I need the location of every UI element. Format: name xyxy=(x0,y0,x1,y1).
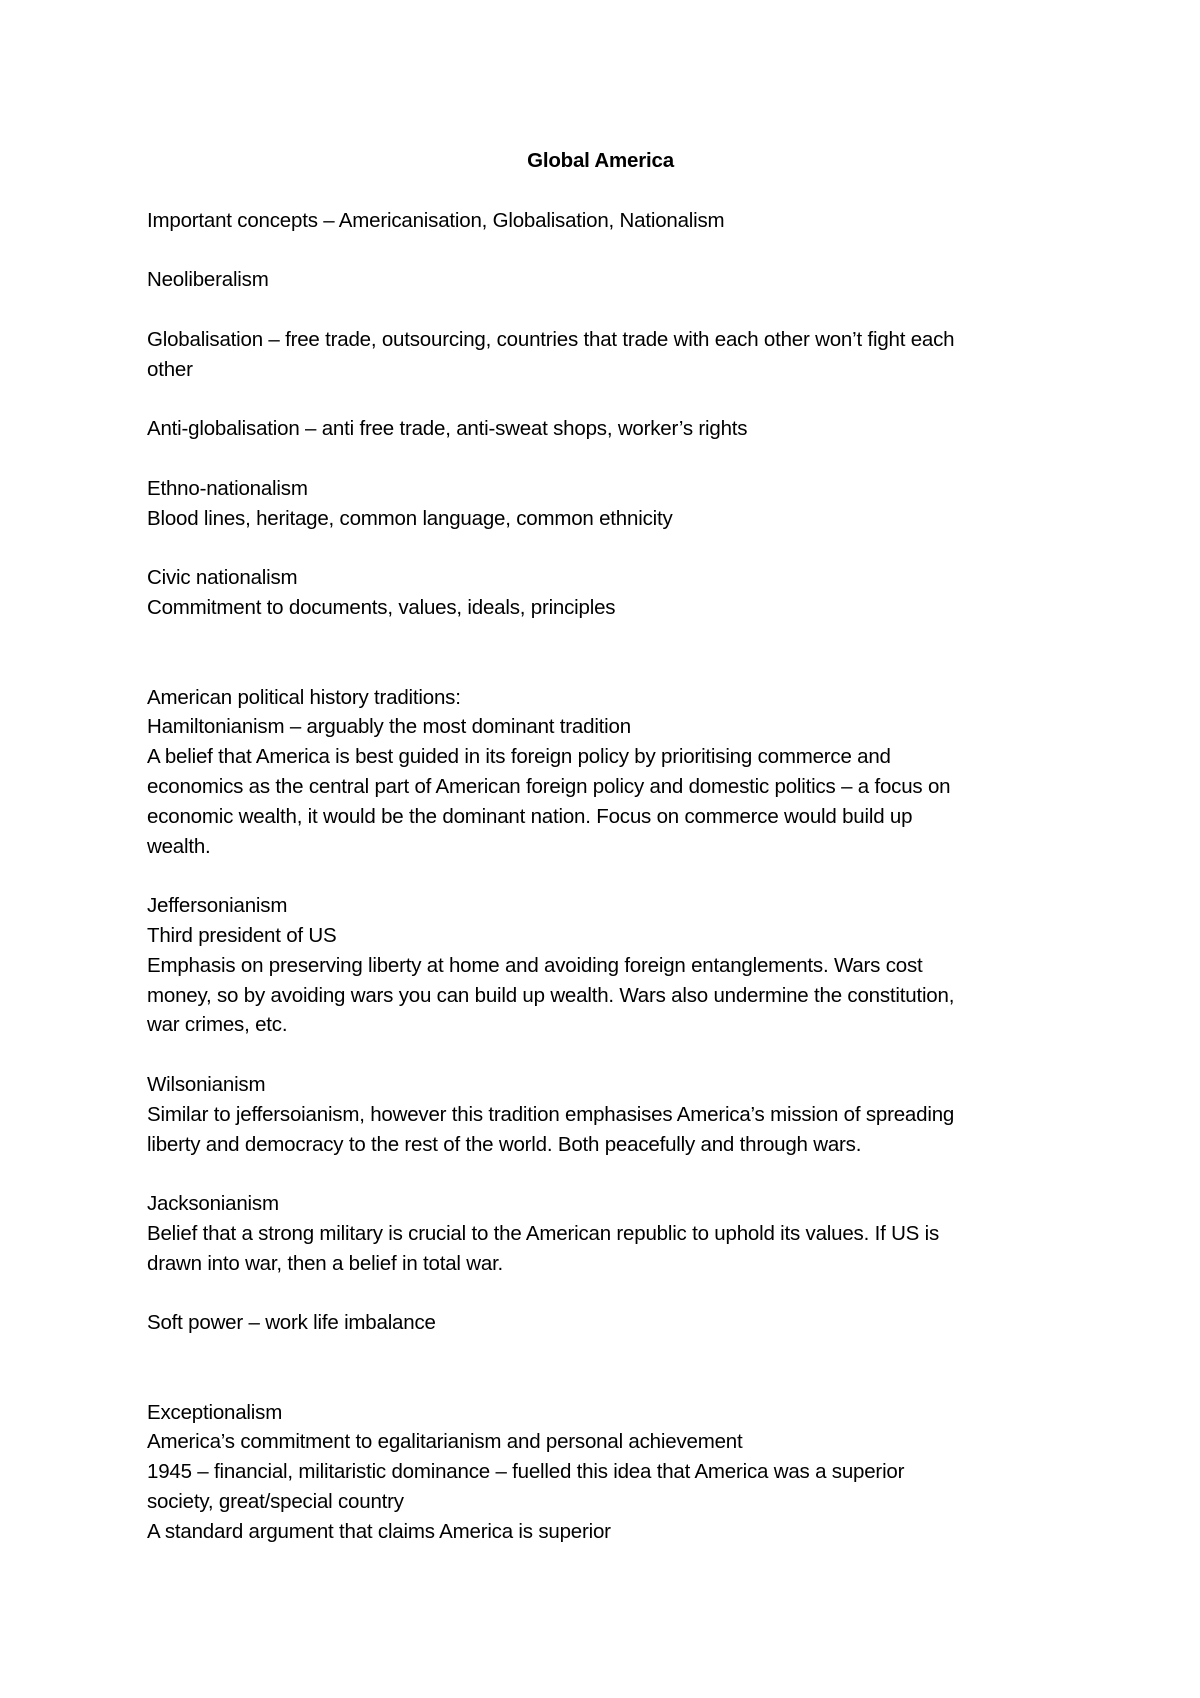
paragraph-heading: Jeffersonianism xyxy=(147,894,288,918)
paragraph-line: society, great/special country xyxy=(147,1490,404,1514)
paragraph-line: Anti-globalisation – anti free trade, anti-sweat shops, worker’s rights xyxy=(147,417,748,441)
paragraph-line: Emphasis on preserving liberty at home and avoiding foreign entanglements. Wars cost xyxy=(147,953,923,977)
paragraph-anti-globalisation xyxy=(147,414,1077,444)
paragraph-line: drawn into war, then a belief in total war. xyxy=(147,1251,504,1275)
paragraph-political-traditions xyxy=(147,683,1077,862)
paragraph-line: money, so by avoiding wars you can build up wealth. Wars also undermine the constitution, xyxy=(147,983,955,1007)
paragraph-line: 1945 – financial, militaristic dominance – fuelled this idea that America was a superior xyxy=(147,1460,905,1484)
paragraph-heading: American political history traditions: xyxy=(147,685,461,709)
paragraph-neoliberalism xyxy=(147,265,1077,295)
paragraph-globalisation xyxy=(147,325,1077,385)
paragraph-line: Soft power – work life imbalance xyxy=(147,1311,436,1335)
paragraph-civic-nationalism xyxy=(147,563,1077,623)
paragraph-line: A belief that America is best guided in its foreign policy by prioritising commerce and xyxy=(147,745,891,769)
paragraph-line: Neoliberalism xyxy=(147,268,269,292)
paragraph-line: Important concepts – Americanisation, Globalisation, Nationalism xyxy=(147,208,725,232)
paragraph-line: Belief that a strong military is crucial to the American republic to uphold its values. If US is xyxy=(147,1221,940,1245)
paragraph-line: Commitment to documents, values, ideals, principles xyxy=(147,596,616,620)
document-title: Global America xyxy=(527,149,674,172)
paragraph-line: Similar to jeffersoianism, however this tradition emphasises America’s mission of spreading xyxy=(147,1102,955,1126)
paragraph-jeffersonianism xyxy=(147,891,1077,1040)
paragraph-line: America’s commitment to egalitarianism and personal achievement xyxy=(147,1430,743,1454)
paragraph-line: war crimes, etc. xyxy=(147,1013,288,1037)
paragraph-line: Blood lines, heritage, common language, common ethnicity xyxy=(147,506,673,530)
paragraph-heading: Ethno-nationalism xyxy=(147,476,308,500)
paragraph-line: A standard argument that claims America is superior xyxy=(147,1519,611,1543)
paragraph-heading: Wilsonianism xyxy=(147,1072,266,1096)
paragraph-line: liberty and democracy to the rest of the world. Both peacefully and through wars. xyxy=(147,1132,862,1156)
paragraph-line: Globalisation – free trade, outsourcing, countries that trade with each other won’t fight each xyxy=(147,327,955,351)
paragraph-exceptionalism xyxy=(147,1398,1077,1547)
paragraph-important-concepts xyxy=(147,206,1077,236)
paragraph-line: economics as the central part of American foreign policy and domestic politics – a focus on xyxy=(147,774,951,798)
paragraph-heading: Jacksonianism xyxy=(147,1192,279,1216)
document-body xyxy=(147,146,1077,1576)
paragraph-soft-power xyxy=(147,1308,1077,1338)
paragraph-line: wealth. xyxy=(147,834,211,858)
paragraph-ethno-nationalism xyxy=(147,474,1077,534)
paragraph-line: economic wealth, it would be the dominant nation. Focus on commerce would build up xyxy=(147,804,913,828)
paragraph-jacksonianism xyxy=(147,1189,1077,1278)
paragraph-line: other xyxy=(147,357,193,381)
paragraph-line: Hamiltonianism – arguably the most dominant tradition xyxy=(147,715,631,739)
paragraph-heading: Civic nationalism xyxy=(147,566,298,590)
paragraph-line: Third president of US xyxy=(147,923,337,947)
paragraph-wilsonianism xyxy=(147,1070,1077,1159)
paragraph-heading: Exceptionalism xyxy=(147,1400,283,1424)
